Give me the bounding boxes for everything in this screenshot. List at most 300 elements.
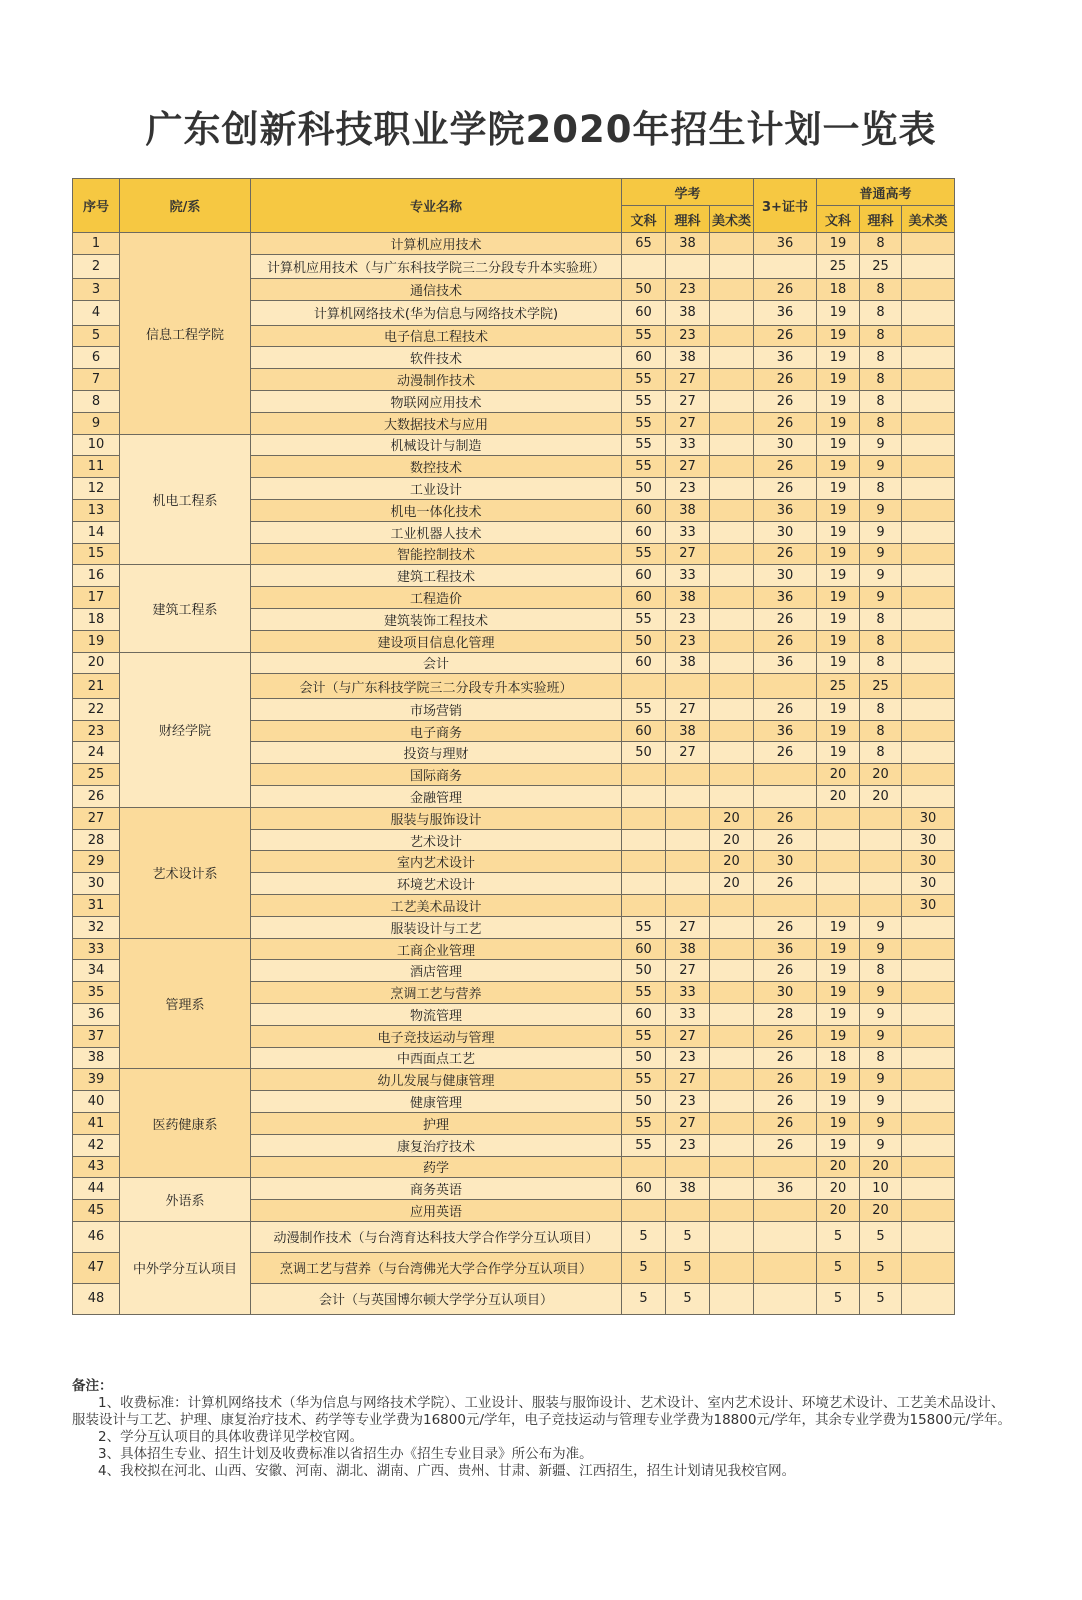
cell-xuekao-like	[666, 829, 710, 851]
cell-xuekao-meishu	[710, 412, 754, 434]
cell-xuekao-meishu	[710, 1004, 754, 1026]
cell-gaokao-meishu	[902, 786, 955, 808]
cell-major: 计算机网络技术(华为信息与网络技术学院)	[251, 301, 622, 326]
cell-gaokao-meishu: 30	[902, 873, 955, 895]
cell-xuekao-meishu	[710, 1156, 754, 1178]
dept-cell: 管理系	[120, 938, 251, 1069]
cell-xuekao-meishu	[710, 652, 754, 674]
cell-xuekao-meishu	[710, 456, 754, 478]
note-item: 3、具体招生专业、招生计划及收费标准以省招生办《招生专业目录》所公布为准。	[98, 1446, 593, 1462]
cell-gaokao-like: 9	[860, 1004, 902, 1026]
cell-gaokao-meishu	[902, 1283, 955, 1314]
cell-xuekao-wenke: 60	[622, 1004, 666, 1026]
cell-xuekao-like: 33	[666, 521, 710, 543]
cell-gaokao-like: 9	[860, 434, 902, 456]
cell-seq: 16	[73, 565, 120, 587]
cell-xuekao-meishu	[710, 279, 754, 301]
cell-xuekao-like: 23	[666, 1047, 710, 1069]
cell-gaokao-like: 8	[860, 412, 902, 434]
cell-major: 会计（与广东科技学院三二分段专升本实验班）	[251, 674, 622, 699]
cell-xuekao-wenke: 55	[622, 608, 666, 630]
cell-gaokao-like: 8	[860, 960, 902, 982]
cell-cert	[754, 254, 817, 279]
cell-xuekao-wenke: 65	[622, 233, 666, 255]
cell-xuekao-like: 38	[666, 499, 710, 521]
cell-seq: 27	[73, 807, 120, 829]
cell-cert: 26	[754, 807, 817, 829]
cell-xuekao-wenke	[622, 851, 666, 873]
cell-xuekao-meishu: 20	[710, 807, 754, 829]
cell-gaokao-meishu	[902, 764, 955, 786]
cell-cert	[754, 764, 817, 786]
cell-cert: 26	[754, 543, 817, 565]
cell-gaokao-wenke: 19	[817, 652, 860, 674]
dept-cell: 建筑工程系	[120, 565, 251, 652]
cell-cert: 26	[754, 456, 817, 478]
cell-gaokao-wenke: 20	[817, 764, 860, 786]
cell-xuekao-wenke	[622, 764, 666, 786]
cell-xuekao-meishu	[710, 369, 754, 391]
cell-xuekao-meishu	[710, 608, 754, 630]
cell-gaokao-meishu	[902, 254, 955, 279]
cell-cert: 26	[754, 1047, 817, 1069]
cell-xuekao-like: 5	[666, 1252, 710, 1283]
cell-xuekao-meishu	[710, 1178, 754, 1200]
table-row	[73, 233, 955, 255]
header-xuekao-like: 理科	[666, 206, 710, 233]
cell-gaokao-like: 8	[860, 301, 902, 326]
cell-xuekao-wenke: 50	[622, 478, 666, 500]
cell-gaokao-meishu	[902, 369, 955, 391]
cell-xuekao-meishu	[710, 1025, 754, 1047]
cell-gaokao-wenke: 19	[817, 1004, 860, 1026]
cell-cert: 36	[754, 720, 817, 742]
cell-xuekao-like: 23	[666, 630, 710, 652]
dept-cell: 信息工程学院	[120, 233, 251, 435]
cell-gaokao-wenke: 19	[817, 1025, 860, 1047]
cell-gaokao-wenke: 19	[817, 565, 860, 587]
cell-gaokao-wenke: 19	[817, 1069, 860, 1091]
cell-gaokao-wenke: 19	[817, 325, 860, 347]
cell-gaokao-wenke: 19	[817, 938, 860, 960]
cell-xuekao-wenke: 50	[622, 1047, 666, 1069]
cell-gaokao-wenke: 19	[817, 720, 860, 742]
cell-gaokao-like: 8	[860, 1047, 902, 1069]
dept-cell: 中外学分互认项目	[120, 1221, 251, 1314]
cell-cert: 26	[754, 1134, 817, 1156]
cell-gaokao-meishu	[902, 1025, 955, 1047]
cell-gaokao-meishu	[902, 1004, 955, 1026]
dept-cell: 外语系	[120, 1178, 251, 1222]
cell-gaokao-like: 9	[860, 543, 902, 565]
cell-cert: 36	[754, 301, 817, 326]
cell-xuekao-like: 38	[666, 1178, 710, 1200]
header-xuekao: 学考	[622, 179, 754, 206]
cell-xuekao-wenke: 60	[622, 587, 666, 609]
cell-major: 国际商务	[251, 764, 622, 786]
cell-gaokao-meishu	[902, 698, 955, 720]
cell-xuekao-wenke	[622, 807, 666, 829]
cell-major: 金融管理	[251, 786, 622, 808]
cell-cert: 26	[754, 1112, 817, 1134]
cell-xuekao-wenke	[622, 1200, 666, 1222]
cell-seq: 47	[73, 1252, 120, 1283]
cell-gaokao-meishu	[902, 960, 955, 982]
cell-cert	[754, 1221, 817, 1252]
cell-xuekao-meishu	[710, 521, 754, 543]
cell-gaokao-like: 25	[860, 254, 902, 279]
cell-xuekao-meishu	[710, 742, 754, 764]
cell-xuekao-meishu	[710, 587, 754, 609]
cell-seq: 19	[73, 630, 120, 652]
cell-gaokao-like: 9	[860, 587, 902, 609]
cell-gaokao-wenke: 19	[817, 301, 860, 326]
cell-gaokao-meishu	[902, 982, 955, 1004]
header-gaokao-wenke: 文科	[817, 206, 860, 233]
cell-xuekao-wenke: 55	[622, 369, 666, 391]
cell-major: 酒店管理	[251, 960, 622, 982]
cell-xuekao-like: 27	[666, 1069, 710, 1091]
cell-cert	[754, 895, 817, 917]
cell-gaokao-like	[860, 873, 902, 895]
cell-gaokao-meishu: 30	[902, 851, 955, 873]
cell-seq: 24	[73, 742, 120, 764]
cell-xuekao-wenke: 5	[622, 1221, 666, 1252]
cell-xuekao-like	[666, 254, 710, 279]
cell-gaokao-wenke: 20	[817, 1178, 860, 1200]
cell-seq: 1	[73, 233, 120, 255]
cell-xuekao-like: 23	[666, 325, 710, 347]
cell-xuekao-meishu	[710, 1047, 754, 1069]
cell-major: 电子信息工程技术	[251, 325, 622, 347]
cell-major: 艺术设计	[251, 829, 622, 851]
cell-major: 智能控制技术	[251, 543, 622, 565]
cell-gaokao-like: 25	[860, 674, 902, 699]
cell-gaokao-meishu: 30	[902, 807, 955, 829]
cell-xuekao-wenke	[622, 786, 666, 808]
cell-xuekao-wenke: 60	[622, 301, 666, 326]
cell-gaokao-meishu	[902, 1134, 955, 1156]
cell-xuekao-meishu	[710, 1283, 754, 1314]
cell-major: 工艺美术品设计	[251, 895, 622, 917]
cell-gaokao-meishu: 30	[902, 895, 955, 917]
cell-gaokao-meishu	[902, 1252, 955, 1283]
cell-cert: 30	[754, 521, 817, 543]
cell-cert	[754, 1156, 817, 1178]
cell-gaokao-like: 9	[860, 1091, 902, 1113]
cell-cert: 26	[754, 630, 817, 652]
cell-gaokao-meishu	[902, 674, 955, 699]
cell-xuekao-wenke: 60	[622, 938, 666, 960]
cell-xuekao-meishu	[710, 960, 754, 982]
cell-xuekao-wenke	[622, 829, 666, 851]
header-gaokao-like: 理科	[860, 206, 902, 233]
cell-gaokao-meishu	[902, 279, 955, 301]
cell-gaokao-meishu	[902, 1112, 955, 1134]
cell-xuekao-wenke: 55	[622, 390, 666, 412]
cell-xuekao-meishu	[710, 565, 754, 587]
cell-cert: 26	[754, 608, 817, 630]
cell-seq: 22	[73, 698, 120, 720]
table-row	[73, 1178, 955, 1200]
cell-gaokao-wenke: 5	[817, 1283, 860, 1314]
cell-xuekao-meishu	[710, 982, 754, 1004]
cell-major: 环境艺术设计	[251, 873, 622, 895]
cell-xuekao-like	[666, 873, 710, 895]
cell-major: 幼儿发展与健康管理	[251, 1069, 622, 1091]
cell-cert: 30	[754, 982, 817, 1004]
cell-gaokao-wenke: 19	[817, 543, 860, 565]
header-cert: 3+证书	[754, 179, 817, 233]
cell-xuekao-like: 33	[666, 565, 710, 587]
cell-xuekao-like: 38	[666, 938, 710, 960]
cell-xuekao-meishu	[710, 786, 754, 808]
cell-seq: 46	[73, 1221, 120, 1252]
cell-cert: 26	[754, 1091, 817, 1113]
cell-gaokao-wenke: 19	[817, 1134, 860, 1156]
cell-major: 服装设计与工艺	[251, 916, 622, 938]
cell-seq: 36	[73, 1004, 120, 1026]
cell-xuekao-like: 27	[666, 742, 710, 764]
cell-cert: 26	[754, 279, 817, 301]
cell-xuekao-wenke: 55	[622, 434, 666, 456]
cell-gaokao-like: 8	[860, 630, 902, 652]
cell-major: 会计（与英国博尔顿大学学分互认项目）	[251, 1283, 622, 1314]
cell-xuekao-meishu	[710, 254, 754, 279]
cell-xuekao-like: 23	[666, 279, 710, 301]
cell-gaokao-meishu	[902, 301, 955, 326]
cell-gaokao-wenke: 19	[817, 742, 860, 764]
table-row	[73, 1221, 955, 1252]
cell-xuekao-like: 38	[666, 301, 710, 326]
cell-cert: 26	[754, 478, 817, 500]
cell-seq: 26	[73, 786, 120, 808]
cell-xuekao-wenke: 60	[622, 720, 666, 742]
cell-xuekao-like: 27	[666, 456, 710, 478]
cell-gaokao-meishu	[902, 587, 955, 609]
cell-gaokao-wenke: 20	[817, 1156, 860, 1178]
cell-xuekao-wenke: 60	[622, 1178, 666, 1200]
cell-gaokao-like: 8	[860, 279, 902, 301]
cell-seq: 23	[73, 720, 120, 742]
cell-major: 工业机器人技术	[251, 521, 622, 543]
cell-xuekao-like: 27	[666, 369, 710, 391]
cell-seq: 18	[73, 608, 120, 630]
cell-gaokao-wenke: 5	[817, 1252, 860, 1283]
dept-cell: 财经学院	[120, 652, 251, 807]
cell-cert: 26	[754, 369, 817, 391]
cell-seq: 17	[73, 587, 120, 609]
cell-xuekao-like	[666, 895, 710, 917]
cell-gaokao-wenke: 19	[817, 412, 860, 434]
cell-seq: 10	[73, 434, 120, 456]
cell-gaokao-like: 9	[860, 1069, 902, 1091]
cell-xuekao-wenke: 55	[622, 982, 666, 1004]
cell-gaokao-meishu	[902, 347, 955, 369]
cell-gaokao-wenke	[817, 851, 860, 873]
cell-seq: 30	[73, 873, 120, 895]
cell-xuekao-wenke	[622, 895, 666, 917]
cell-cert: 36	[754, 1178, 817, 1200]
cell-xuekao-meishu	[710, 1221, 754, 1252]
table-row	[73, 938, 955, 960]
cell-xuekao-meishu	[710, 347, 754, 369]
enrollment-plan-table	[72, 178, 955, 1315]
cell-major: 工业设计	[251, 478, 622, 500]
cell-xuekao-meishu	[710, 233, 754, 255]
cell-cert: 26	[754, 742, 817, 764]
cell-xuekao-like	[666, 807, 710, 829]
cell-xuekao-like: 38	[666, 652, 710, 674]
table-row	[73, 565, 955, 587]
cell-seq: 11	[73, 456, 120, 478]
cell-xuekao-like: 33	[666, 1004, 710, 1026]
cell-xuekao-wenke: 50	[622, 279, 666, 301]
cell-seq: 29	[73, 851, 120, 873]
cell-gaokao-meishu	[902, 325, 955, 347]
cell-seq: 28	[73, 829, 120, 851]
cell-gaokao-wenke: 19	[817, 369, 860, 391]
cell-gaokao-like: 9	[860, 1025, 902, 1047]
cell-gaokao-meishu	[902, 499, 955, 521]
cell-cert: 26	[754, 873, 817, 895]
cell-xuekao-wenke: 50	[622, 960, 666, 982]
cell-seq: 45	[73, 1200, 120, 1222]
cell-gaokao-wenke	[817, 807, 860, 829]
cell-major: 室内艺术设计	[251, 851, 622, 873]
cell-seq: 5	[73, 325, 120, 347]
cell-cert: 26	[754, 325, 817, 347]
cell-xuekao-like	[666, 674, 710, 699]
cell-xuekao-meishu	[710, 895, 754, 917]
header-gaokao: 普通高考	[817, 179, 955, 206]
cell-seq: 4	[73, 301, 120, 326]
cell-xuekao-meishu	[710, 325, 754, 347]
cell-gaokao-like: 8	[860, 720, 902, 742]
cell-gaokao-like: 9	[860, 499, 902, 521]
header-major: 专业名称	[251, 179, 622, 233]
cell-seq: 39	[73, 1069, 120, 1091]
cell-gaokao-wenke: 19	[817, 233, 860, 255]
cell-gaokao-wenke: 20	[817, 786, 860, 808]
cell-xuekao-wenke: 55	[622, 1112, 666, 1134]
cell-xuekao-like: 27	[666, 960, 710, 982]
cell-cert: 26	[754, 1025, 817, 1047]
cell-gaokao-meishu	[902, 543, 955, 565]
cell-gaokao-like	[860, 829, 902, 851]
dept-cell: 机电工程系	[120, 434, 251, 565]
cell-gaokao-like: 8	[860, 369, 902, 391]
table-row	[73, 1069, 955, 1091]
cell-gaokao-like	[860, 807, 902, 829]
cell-major: 动漫制作技术	[251, 369, 622, 391]
cell-cert: 26	[754, 960, 817, 982]
cell-xuekao-meishu	[710, 720, 754, 742]
cell-xuekao-meishu	[710, 543, 754, 565]
cell-xuekao-wenke: 55	[622, 325, 666, 347]
cell-seq: 15	[73, 543, 120, 565]
cell-seq: 42	[73, 1134, 120, 1156]
header-seq: 序号	[73, 179, 120, 233]
cell-xuekao-wenke: 60	[622, 565, 666, 587]
cell-seq: 33	[73, 938, 120, 960]
cell-gaokao-wenke: 19	[817, 982, 860, 1004]
cell-gaokao-like: 8	[860, 698, 902, 720]
cell-gaokao-meishu	[902, 390, 955, 412]
cell-gaokao-meishu	[902, 456, 955, 478]
cell-major: 会计	[251, 652, 622, 674]
cell-xuekao-meishu	[710, 301, 754, 326]
cell-seq: 9	[73, 412, 120, 434]
cell-gaokao-meishu	[902, 521, 955, 543]
cell-gaokao-like: 8	[860, 233, 902, 255]
cell-gaokao-meishu	[902, 1200, 955, 1222]
cell-gaokao-meishu: 30	[902, 829, 955, 851]
cell-seq: 32	[73, 916, 120, 938]
cell-seq: 44	[73, 1178, 120, 1200]
cell-gaokao-meishu	[902, 1069, 955, 1091]
cell-xuekao-wenke: 55	[622, 1069, 666, 1091]
cell-gaokao-wenke: 19	[817, 1112, 860, 1134]
cell-xuekao-wenke: 55	[622, 456, 666, 478]
cell-major: 护理	[251, 1112, 622, 1134]
cell-cert: 26	[754, 390, 817, 412]
cell-cert: 36	[754, 587, 817, 609]
cell-xuekao-meishu	[710, 1200, 754, 1222]
cell-gaokao-wenke: 19	[817, 587, 860, 609]
cell-gaokao-meishu	[902, 652, 955, 674]
cell-gaokao-like: 5	[860, 1221, 902, 1252]
cell-xuekao-meishu	[710, 698, 754, 720]
cell-gaokao-wenke: 19	[817, 499, 860, 521]
cell-gaokao-like: 8	[860, 478, 902, 500]
cell-major: 建筑工程技术	[251, 565, 622, 587]
cell-seq: 48	[73, 1283, 120, 1314]
cell-xuekao-meishu	[710, 916, 754, 938]
cell-xuekao-like: 33	[666, 982, 710, 1004]
cell-gaokao-wenke: 19	[817, 1091, 860, 1113]
cell-gaokao-wenke: 18	[817, 1047, 860, 1069]
cell-xuekao-meishu	[710, 674, 754, 699]
cell-major: 康复治疗技术	[251, 1134, 622, 1156]
cell-cert: 30	[754, 434, 817, 456]
cell-gaokao-meishu	[902, 1156, 955, 1178]
cell-xuekao-like	[666, 786, 710, 808]
cell-gaokao-like: 20	[860, 1156, 902, 1178]
cell-gaokao-meishu	[902, 742, 955, 764]
cell-major: 烹调工艺与营养（与台湾佛光大学合作学分互认项目）	[251, 1252, 622, 1283]
cell-seq: 38	[73, 1047, 120, 1069]
cell-cert: 36	[754, 499, 817, 521]
cell-gaokao-meishu	[902, 916, 955, 938]
cell-xuekao-meishu	[710, 1252, 754, 1283]
cell-xuekao-like: 27	[666, 543, 710, 565]
cell-gaokao-wenke	[817, 873, 860, 895]
cell-seq: 35	[73, 982, 120, 1004]
cell-xuekao-wenke: 5	[622, 1283, 666, 1314]
cell-xuekao-meishu	[710, 1134, 754, 1156]
cell-cert: 36	[754, 347, 817, 369]
cell-major: 建设项目信息化管理	[251, 630, 622, 652]
cell-major: 中西面点工艺	[251, 1047, 622, 1069]
cell-gaokao-wenke: 19	[817, 434, 860, 456]
cell-xuekao-like: 27	[666, 916, 710, 938]
cell-seq: 40	[73, 1091, 120, 1113]
cell-gaokao-wenke: 19	[817, 960, 860, 982]
cell-xuekao-wenke	[622, 674, 666, 699]
cell-seq: 8	[73, 390, 120, 412]
cell-xuekao-wenke: 50	[622, 630, 666, 652]
